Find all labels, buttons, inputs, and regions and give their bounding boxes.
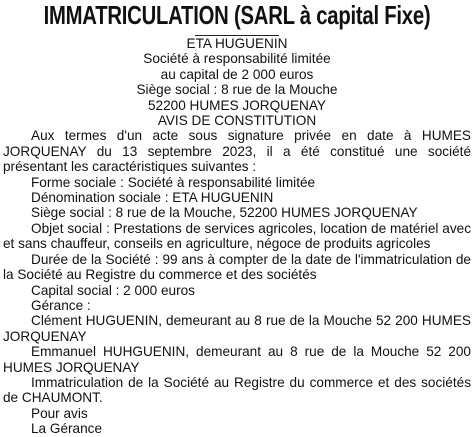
notice-body [3, 128, 471, 436]
intro-paragraph: Aux termes d'un acte sous signature privée en date à HUMES JORQUENAY du 13 septembre 2023, il a été constitué une société présentant les caractéristiques suivantes : [3, 128, 471, 175]
company-address: Siège social : 8 rue de la Mouche [136, 82, 338, 98]
corporate-purpose-paragraph: Objet social : Prestations de services agricoles, location de matériel avec et sans chauffeur, conseils en agriculture, négoce de produits agricoles [3, 220, 471, 252]
registered-office-line: Siège social : 8 rue de la Mouche, 52200 HUMES JORQUENAY [31, 205, 418, 221]
closing-signatory: La Gérance [31, 421, 103, 437]
company-form: Société à responsabilité limitée [143, 51, 331, 67]
company-name: ETA HUGUENIN [186, 36, 288, 51]
notice-type: AVIS DE CONSTITUTION [157, 113, 317, 129]
company-header [3, 36, 471, 128]
legal-form-line: Forme sociale : Société à responsabilité limitée [31, 174, 316, 190]
management-heading: Gérance : [31, 297, 91, 313]
notice-title: IMMATRICULATION (SARL à capital Fixe) [43, 0, 431, 30]
duration-paragraph: Durée de la Société : 99 ans à compter de la date de l'immatriculation de la Société au Registre du commerce et des sociétés [3, 251, 471, 283]
company-capital: au capital de 2 000 euros [160, 66, 314, 82]
manager-2-paragraph: Emmanuel HUHGUENIN, demeurant au 8 rue de la Mouche 52 200 HUMES JORQUENAY [3, 344, 471, 375]
company-city: 52200 HUMES JORQUENAY [147, 97, 327, 113]
company-name-line: Dénomination sociale : ETA HUGUENIN [31, 190, 274, 206]
registration-paragraph: Immatriculation de la Société au Registre du commerce et des sociétés de CHAUMONT. [3, 374, 471, 406]
closing-for-notice: Pour avis [31, 405, 88, 421]
share-capital-line: Capital social : 2 000 euros [31, 282, 195, 298]
manager-1-paragraph: Clément HUGUENIN, demeurant au 8 rue de la Mouche 52 200 HUMES JORQUENAY [3, 313, 471, 344]
